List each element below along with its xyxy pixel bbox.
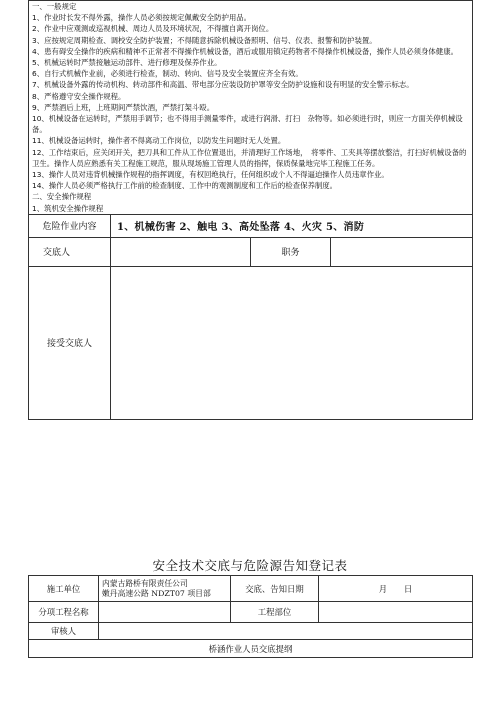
subproject-label: 分项工程名称 [29,602,99,623]
rule-line: 4、患有碍安全操作的疾病和精神不正常者不得操作机械设备，酒后或服用镇定药物者不得操作机械设备，操作人员必须身体健康。 [32,46,458,56]
register-title: 安全技术交底与危险源告知登记表 [152,558,348,573]
register-footer: 桥涵作业人员交底提纲 [29,640,473,658]
rule-line: 1、筑机安全操作规程 [32,203,104,213]
unit-value [99,576,231,602]
safety-rules-form [28,0,472,420]
unit-value-line1: 内蒙古路桥有限责任公司 [102,578,188,588]
rules-cell [29,1,473,215]
unit-label: 施工单位 [29,576,99,602]
rule-line: 9、严禁酒后上班，上班期间严禁饮酒，严禁打架斗殴。 [32,102,215,112]
rule-line: 14、操作人员必须严格执行工作前的检查制度、工作中的观测制度和工作后的检查保养制度。 [32,181,338,191]
subproject-value[interactable] [99,602,231,623]
position-label: 职务 [251,237,331,266]
rule-line: 6、自行式机械作业前，必须进行检查，制动、转向、信号及安全装置应齐全有效。 [32,69,303,79]
rules-list [29,1,472,214]
rule-line: 11、机械设备运转时，操作者不得离动工作岗位，以防发生问题时无人处置。 [32,136,286,146]
discloser-label: 交底人 [29,237,111,266]
reviewer-label: 审核人 [29,623,99,640]
receiver-label: 接受交底人 [29,266,111,419]
rule-line: 3、应按规定周期检查、调校安全防护装置；不得随意拆除机械设备照明、信号、仪表、报警和防护装置。 [32,35,377,45]
date-value[interactable]: 月 日 [319,576,473,602]
rule-line: 1、作业时长发不得外露，操作人员必须按规定佩戴安全防护用品。 [32,13,252,23]
rule-line: 一、一般规定 [32,2,77,11]
discloser-value[interactable] [111,237,251,266]
rule-line: 8、严格遵守安全操作规程。 [32,91,126,101]
hazard-label: 危险作业内容 [29,214,111,237]
rule-line: 13、操作人员对违背机械操作规程的指挥调度，有权回绝执行，任何组织或个人不得逼迫操作人员违章作业。 [32,170,389,180]
receiver-signature-area[interactable] [111,266,473,419]
rule-line: 7、机械设备外露的传动机构、转动部件和高温、带电部分应装设防护罩等安全防护设施和设有明显的安全警示标志。 [32,80,414,90]
part-label: 工程部位 [231,602,319,623]
hazard-value: 1、机械伤害 2、触电 3、高处坠落 4、火灾 5、消防 [111,214,473,237]
part-value[interactable] [319,602,473,623]
reviewer-value[interactable] [99,623,473,640]
unit-value-line2: 嫩丹高速公路 NDZT07 项目部 [102,588,211,598]
rule-line: 2、作业中应观测或巡视机械、周边人员及环境状况，不得擅自离开岗位。 [32,24,274,34]
rule-line: 12、工作结束后，应关闭开关，把刀具和工件从工作位置退出，并清理好工作场地， 将零件、工夹具等摆放整洁，打扫好机械设备的卫生。操作人员应熟悉有关工程施工规范，服从现场施工管理人员的指挥，保质保量地完毕工程施工任务。 [32,147,467,168]
register-table [28,575,472,658]
rule-line: 二、安全操作规程 [32,192,92,202]
date-label: 交底、告知日期 [231,576,319,602]
rule-line: 10、机械设备在运转时，严禁用手调节；也不得用手测量零件，或进行润滑、打扫 杂物等。如必须进行时，则应一方面关停机械设备。 [32,114,463,135]
rule-line: 5、机械运转时严禁接触运动部件、进行修理及保养作业。 [32,58,222,68]
position-value[interactable] [331,237,473,266]
